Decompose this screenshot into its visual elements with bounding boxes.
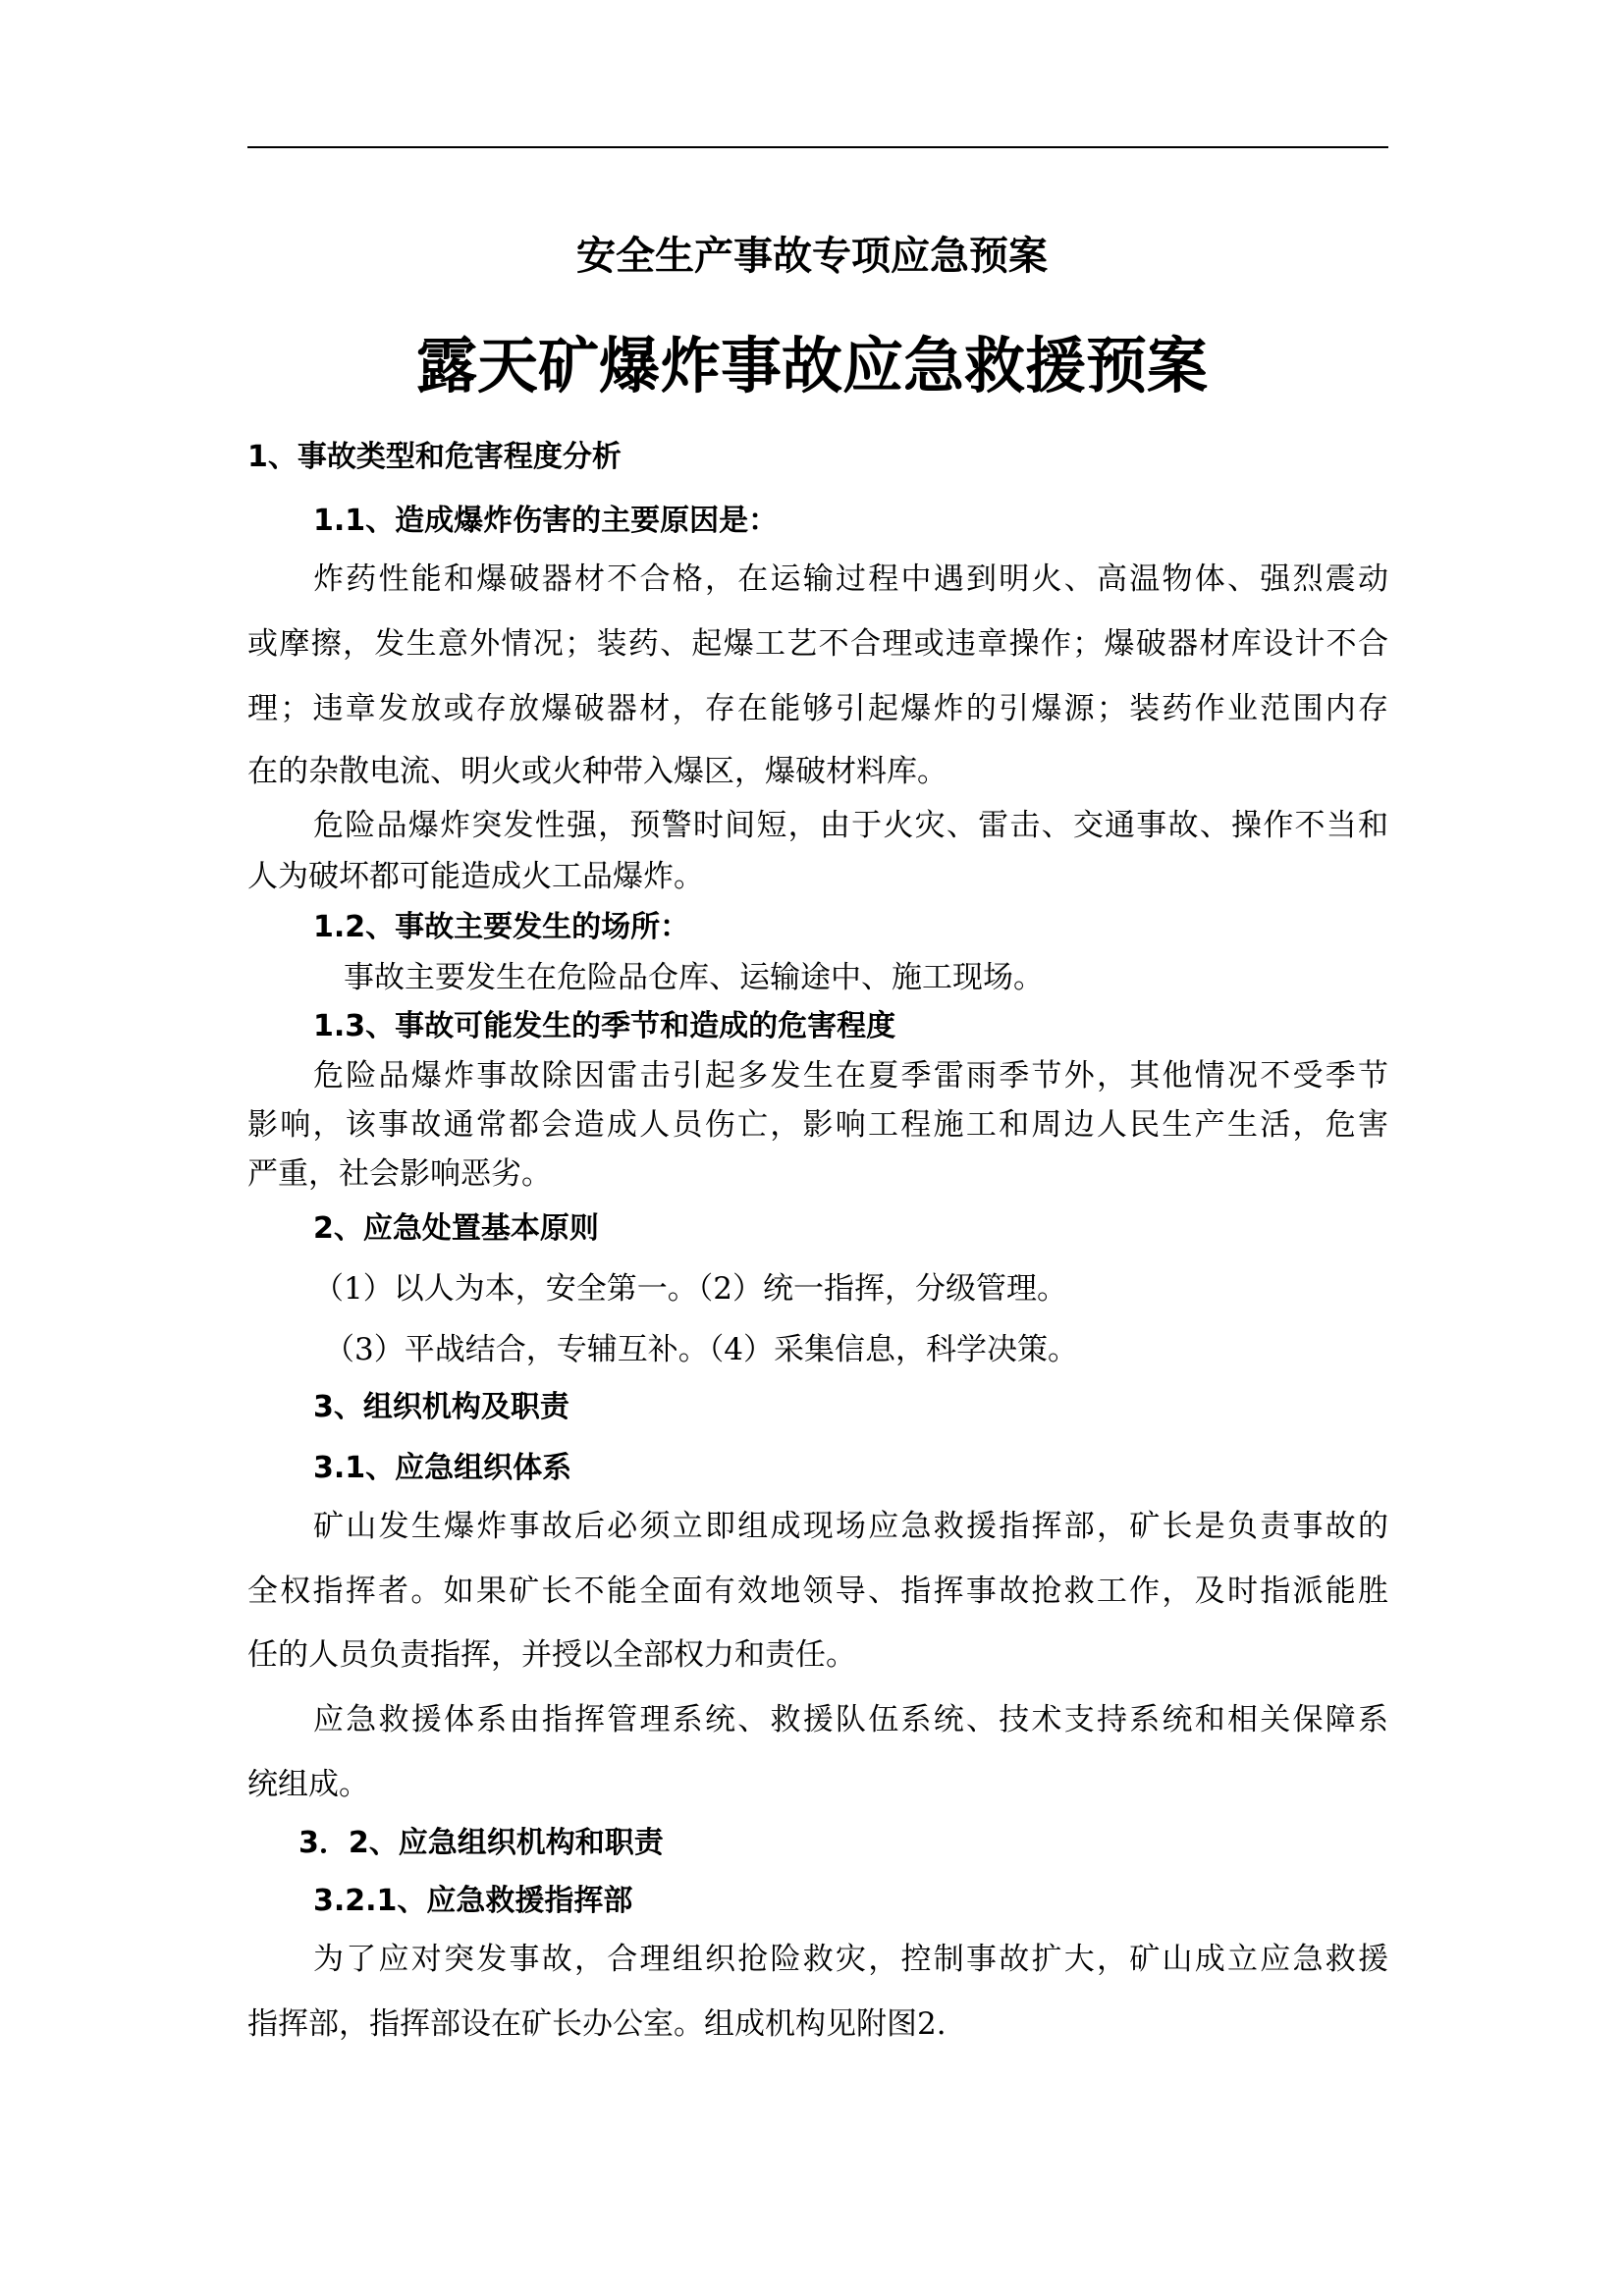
- paragraph-line: 应急救援体系由指挥管理系统、救援队伍系统、技术支持系统和相关保障系: [313, 1702, 1388, 1737]
- header-rule: [247, 146, 1388, 148]
- section-heading-1: 1、事故类型和危害程度分析: [247, 440, 622, 474]
- paragraph-line: 人为破坏都可能造成火工品爆炸。: [247, 859, 704, 894]
- paragraph-line: 影响，该事故通常都会造成人员伤亡，影响工程施工和周边人民生产生活，危害: [247, 1107, 1388, 1143]
- document-title: 露天矿爆炸事故应急救援预案: [415, 330, 1208, 401]
- paragraph-line: 危险品爆炸事故除因雷击引起多发生在夏季雷雨季节外，其他情况不受季节: [313, 1058, 1388, 1094]
- paragraph-line: 或摩擦，发生意外情况；装药、起爆工艺不合理或违章操作；爆破器材库设计不合: [247, 626, 1388, 662]
- paragraph-line: 严重，社会影响恶劣。: [247, 1156, 552, 1192]
- paragraph-line: 危险品爆炸突发性强，预警时间短，由于火灾、雷击、交通事故、操作不当和: [313, 808, 1388, 843]
- section-heading-3-2-1: 3.2.1、应急救援指挥部: [313, 1884, 633, 1918]
- paragraph-line: 矿山发生爆炸事故后必须立即组成现场应急救援指挥部，矿长是负责事故的: [313, 1509, 1388, 1544]
- section-heading-2: 2、应急处置基本原则: [313, 1211, 599, 1246]
- paragraph-line: 指挥部，指挥部设在矿长办公室。组成机构见附图2.: [247, 2006, 947, 2042]
- paragraph-line: 在的杂散电流、明火或火种带入爆区，爆破材料库。: [247, 754, 947, 789]
- paragraph-line: 任的人员负责指挥，并授以全部权力和责任。: [247, 1637, 856, 1673]
- paragraph-line: 炸药性能和爆破器材不合格，在运输过程中遇到明火、高温物体、强烈震动: [313, 561, 1388, 597]
- paragraph-line: 全权指挥者。如果矿长不能全面有效地领导、指挥事故抢救工作，及时指派能胜: [247, 1574, 1388, 1609]
- section-heading-3-2: 3．2、应急组织机构和职责: [298, 1826, 664, 1860]
- paragraph-line: 为了应对突发事故，合理组织抢险救灾，控制事故扩大，矿山成立应急救援: [313, 1942, 1388, 1977]
- section-heading-1-1: 1.1、造成爆炸伤害的主要原因是：: [313, 504, 779, 538]
- document-subtitle: 安全生产事故专项应急预案: [576, 234, 1048, 279]
- section-heading-3: 3、组织机构及职责: [313, 1390, 569, 1424]
- section-heading-1-2: 1.2、事故主要发生的场所：: [313, 910, 690, 944]
- section-heading-3-1: 3.1、应急组织体系: [313, 1451, 572, 1485]
- paragraph-line: （1）以人为本，安全第一。（2）统一指挥，分级管理。: [313, 1271, 1067, 1307]
- paragraph-line: 理；违章发放或存放爆破器材，存在能够引起爆炸的引爆源；装药作业范围内存: [247, 691, 1388, 726]
- paragraph-line: 统组成。: [247, 1767, 369, 1802]
- paragraph-line: 事故主要发生在危险品仓库、运输途中、施工现场。: [344, 960, 1044, 995]
- paragraph-line: （3）平战结合，专辅互补。（4）采集信息，科学决策。: [324, 1332, 1078, 1367]
- section-heading-1-3: 1.3、事故可能发生的季节和造成的危害程度: [313, 1009, 896, 1043]
